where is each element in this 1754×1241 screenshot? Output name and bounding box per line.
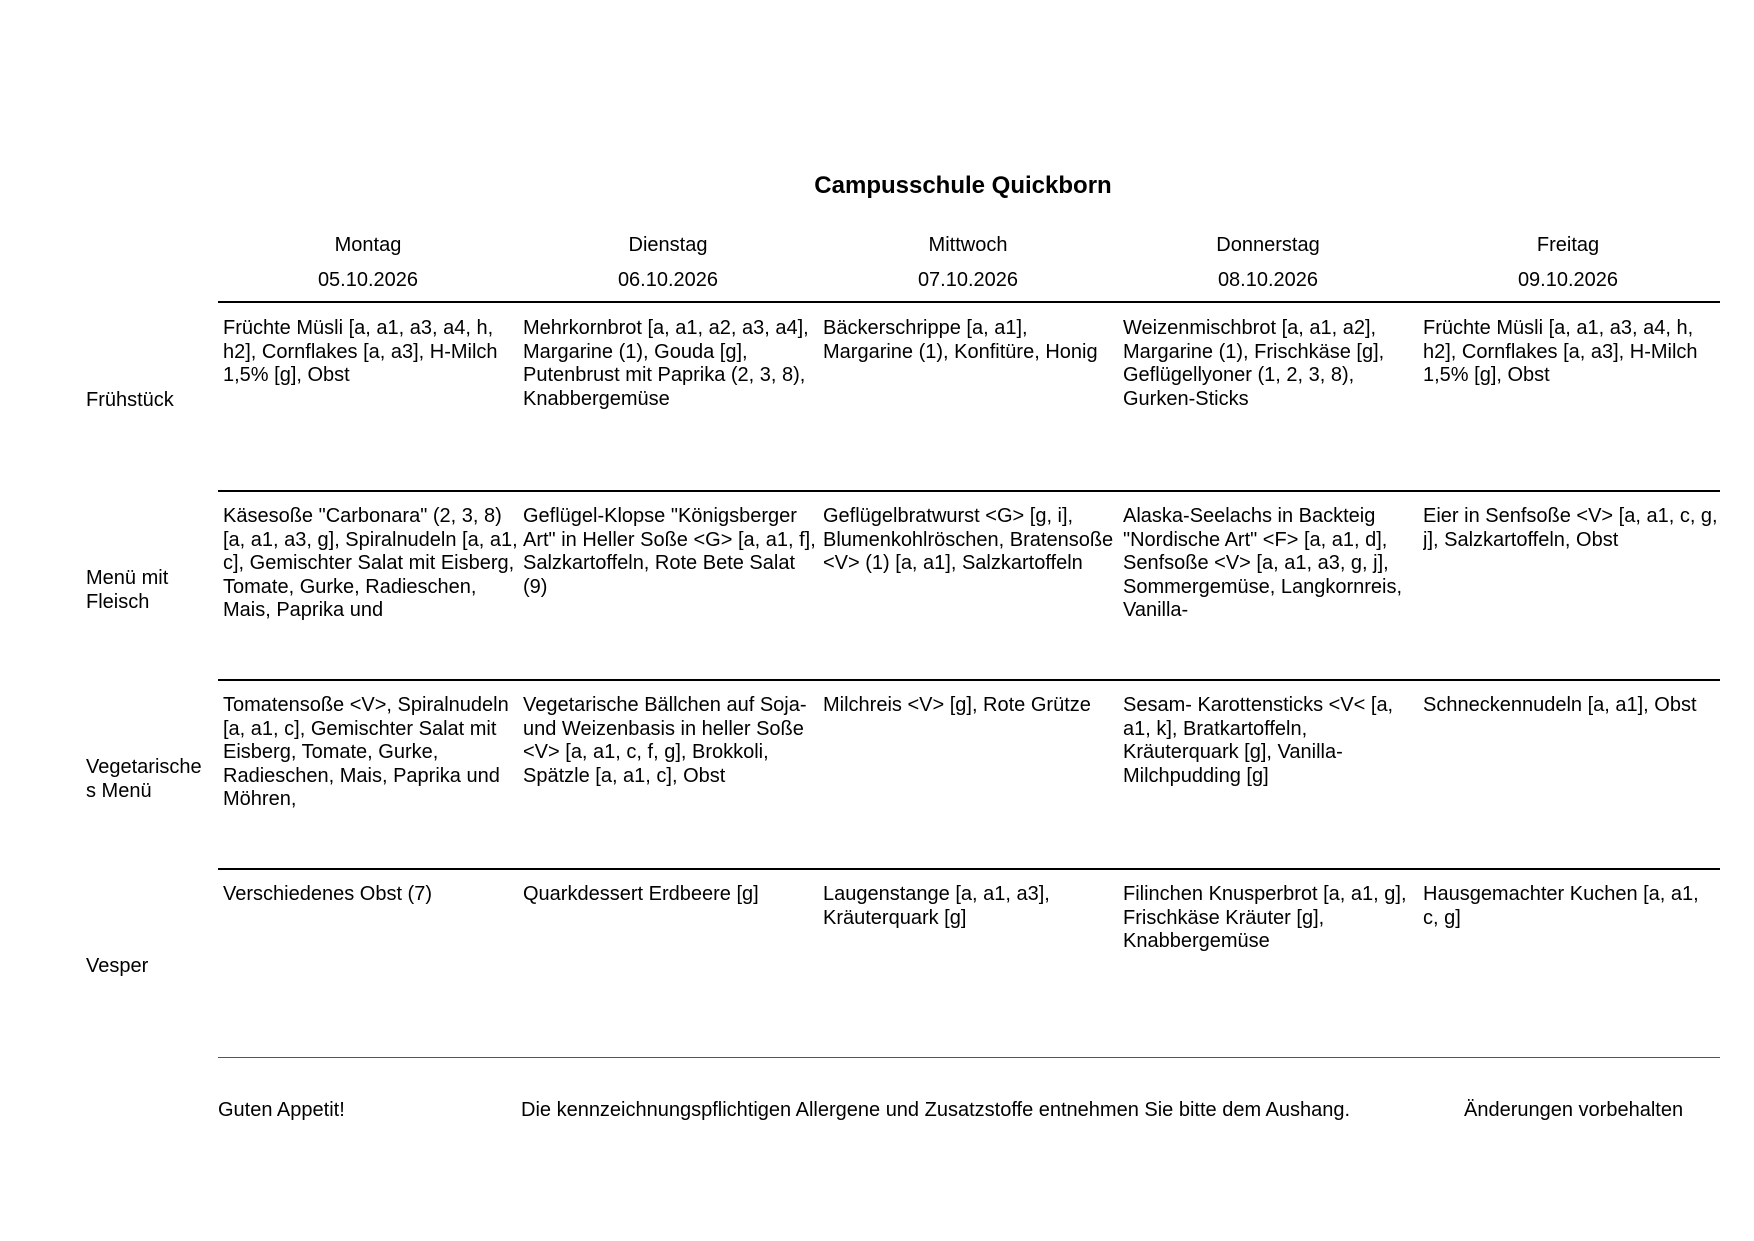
table-bottom-rule — [218, 1057, 1720, 1058]
day-name: Montag — [334, 234, 402, 256]
menu-cell: Schneckennudeln [a, a1], Obst — [1423, 694, 1697, 716]
menu-cell: Tomatensoße <V>, Spiralnudeln [a, a1, c], Gemischter Salat mit Eisberg, Tomate, Gurke, Radieschen, Mais, Paprika und Möhren, — [223, 694, 509, 810]
day-date: 05.10.2026 — [317, 269, 419, 291]
footer-greeting: Guten Appetit! — [218, 1099, 345, 1121]
day-date: 09.10.2026 — [1517, 269, 1619, 291]
row-label-fruehstueck: Frühstück — [86, 389, 174, 411]
row-divider — [218, 868, 1720, 870]
menu-cell: Hausgemachter Kuchen [a, a1, c, g] — [1423, 883, 1699, 929]
menu-cell: Mehrkornbrot [a, a1, a2, a3, a4], Margarine (1), Gouda [g], Putenbrust mit Paprika (2, 3, 8), Knabbergemüse — [523, 317, 809, 410]
menu-cell: Eier in Senfsoße <V> [a, a1, c, g, j], Salzkartoffeln, Obst — [1423, 505, 1718, 551]
menu-cell: Käsesoße "Carbonara" (2, 3, 8) [a, a1, a3, g], Spiralnudeln [a, a1, c], Gemischter Salat mit Eisberg, Tomate, Gurke, Radieschen, Mais, Paprika und — [223, 505, 518, 621]
day-name: Freitag — [1536, 234, 1600, 256]
page-title: Campusschule Quickborn — [814, 172, 1112, 199]
day-date: 07.10.2026 — [917, 269, 1019, 291]
menu-cell: Vegetarische Bällchen auf Soja- und Weizenbasis in heller Soße <V> [a, a1, c, f, g], Brokkoli, Spätzle [a, a1, c], Obst — [523, 694, 807, 787]
menu-cell: Filinchen Knusperbrot [a, a1, g], Frischkäse Kräuter [g], Knabbergemüse — [1123, 883, 1407, 952]
menu-cell: Alaska-Seelachs in Backteig "Nordische Art" <F> [a, a1, d], Senfsoße <V> [a, a1, a3, g, j], Sommergemüse, Langkornreis, Vanilla- — [1123, 505, 1403, 621]
footer-disclaimer: Änderungen vorbehalten — [1464, 1099, 1684, 1121]
menu-cell: Früchte Müsli [a, a1, a3, a4, h, h2], Cornflakes [a, a3], H-Milch 1,5% [g], Obst — [1423, 317, 1698, 386]
menu-cell: Weizenmischbrot [a, a1, a2], Margarine (1), Frischkäse [g], Geflügellyoner (1, 2, 3, 8), Gurken-Sticks — [1123, 317, 1385, 410]
menu-cell: Quarkdessert Erdbeere [g] — [523, 883, 759, 905]
day-name: Donnerstag — [1216, 234, 1320, 256]
menu-cell: Geflügel-Klopse "Königsberger Art" in Heller Soße <G> [a, a1, f], Salzkartoffeln, Rote Bete Salat (9) — [523, 505, 816, 598]
day-name: Dienstag — [628, 234, 708, 256]
menu-cell: Bäckerschrippe [a, a1], Margarine (1), Konfitüre, Honig — [823, 317, 1098, 363]
day-date: 08.10.2026 — [1217, 269, 1319, 291]
menu-cell: Verschiedenes Obst (7) — [223, 883, 432, 905]
day-date: 06.10.2026 — [617, 269, 719, 291]
row-divider — [218, 490, 1720, 492]
row-label-vegetarisches-menu: Vegetarische s Menü — [86, 756, 202, 802]
day-name: Mittwoch — [928, 234, 1008, 256]
row-label-menu-mit-fleisch: Menü mit Fleisch — [86, 567, 169, 613]
menu-cell: Geflügelbratwurst <G> [g, i], Blumenkohlröschen, Bratensoße <V> (1) [a, a1], Salzkartoffeln — [823, 505, 1114, 574]
row-divider — [218, 301, 1720, 303]
footer-allergen-note: Die kennzeichnungspflichtigen Allergene und Zusatzstoffe entnehmen Sie bitte dem Aushang. — [521, 1099, 1351, 1121]
menu-cell: Laugenstange [a, a1, a3], Kräuterquark [g] — [823, 883, 1050, 929]
menu-cell: Früchte Müsli [a, a1, a3, a4, h, h2], Cornflakes [a, a3], H-Milch 1,5% [g], Obst — [223, 317, 498, 386]
menu-cell: Milchreis <V> [g], Rote Grütze — [823, 694, 1091, 716]
row-label-vesper: Vesper — [86, 955, 149, 977]
menu-cell: Sesam- Karottensticks <V< [a, a1, k], Bratkartoffeln, Kräuterquark [g], Vanilla-Milchpudding [g] — [1123, 694, 1394, 787]
row-divider — [218, 679, 1720, 681]
